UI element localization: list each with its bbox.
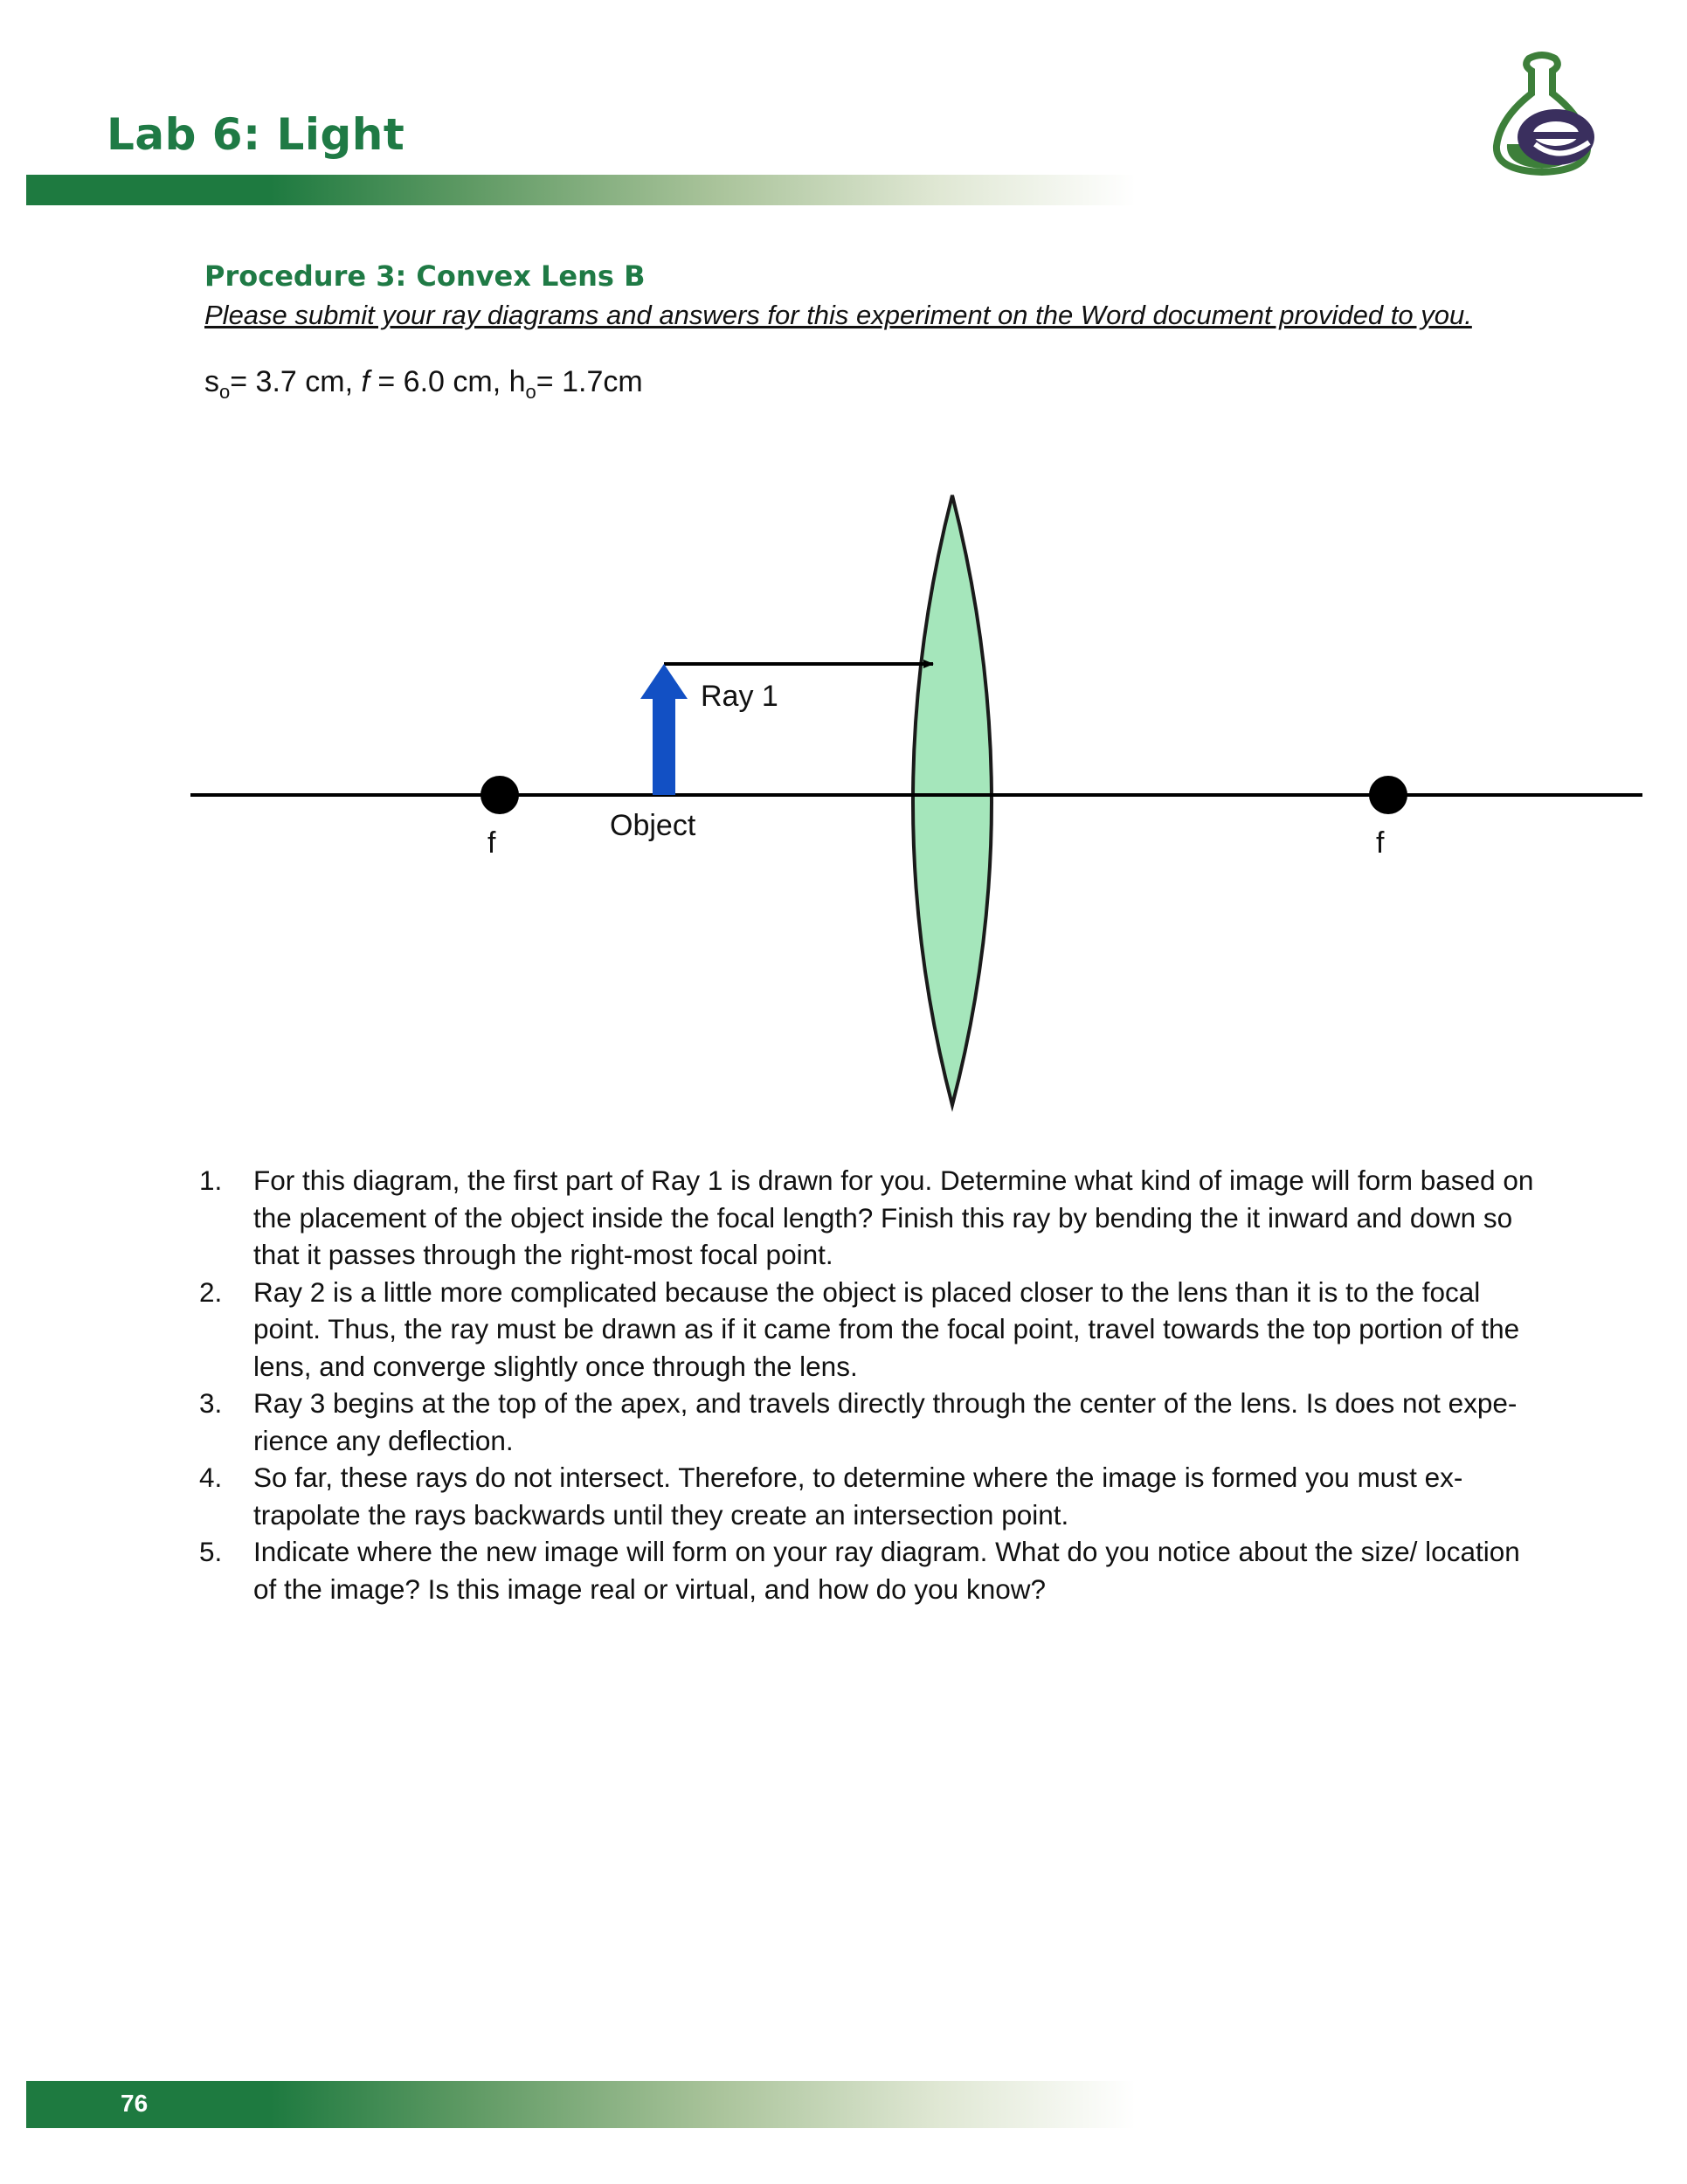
ray-1-label: Ray 1 — [701, 680, 778, 713]
question-number: 1. — [199, 1165, 223, 1196]
question-number: 4. — [199, 1462, 223, 1493]
procedure-title: Procedure 3: Convex Lens B — [204, 259, 646, 293]
object-arrow — [640, 664, 688, 795]
focal-label-left: f — [487, 826, 496, 860]
question-text: Ray 2 is a little more complicated because the object is placed closer to the lens than it is to the focal point. Thus, the ray must be drawn as if it came from the focal point, travel towards the top portion of the lens, and converge slightly once through the lens. — [253, 1275, 1520, 1382]
focal-label-right: f — [1376, 826, 1385, 860]
question-text: So far, these rays do not intersect. Therefore, to determine where the image is formed you must ex-trapolate the rays backwards until they create an intersection point. — [253, 1462, 1463, 1531]
ho-subscript: o — [525, 380, 536, 403]
so-value: = 3.7 cm, — [230, 365, 362, 398]
question-text: Ray 3 begins at the top of the apex, and travels directly through the center of the lens. Is does not expe-rience any deflection. — [253, 1387, 1518, 1456]
ho-value: = 1.7cm — [536, 365, 643, 398]
page-number: 76 — [121, 2090, 149, 2117]
ho-symbol: h — [508, 365, 526, 398]
question-number: 2. — [199, 1275, 223, 1308]
list-item — [199, 1385, 1549, 1459]
question-number: 3. — [199, 1387, 223, 1419]
list-item — [199, 1162, 1549, 1274]
question-list — [199, 1162, 1549, 1607]
list-item — [199, 1533, 1549, 1607]
procedure-instruction: Please submit your ray diagrams and answers for this experiment on the Word document provided to you. — [204, 300, 1472, 330]
question-text: Indicate where the new image will form on your ray diagram. What do you notice about the size/ location of the image? Is this image real or virtual, and how do you know? — [253, 1536, 1520, 1605]
page-title: Lab 6: Light — [107, 109, 405, 160]
so-subscript: o — [219, 380, 231, 403]
object-label: Object — [610, 809, 696, 842]
question-text: For this diagram, the first part of Ray 1 is drawn for you. Determine what kind of image will form based on the placement of the object inside the focal length? Finish this ray by bending the it inward and down so that it passes through the right-most focal point. — [253, 1165, 1534, 1270]
convex-lens — [913, 495, 992, 1105]
f-symbol: f — [361, 365, 370, 398]
list-item — [199, 1459, 1549, 1533]
question-number: 5. — [199, 1536, 223, 1567]
footer-bar — [26, 2081, 1136, 2128]
so-symbol: s — [204, 365, 219, 398]
focal-point-left — [481, 776, 519, 814]
f-value: = 6.0 cm, — [369, 365, 509, 398]
list-item — [199, 1274, 1549, 1386]
focal-point-right — [1369, 776, 1407, 814]
